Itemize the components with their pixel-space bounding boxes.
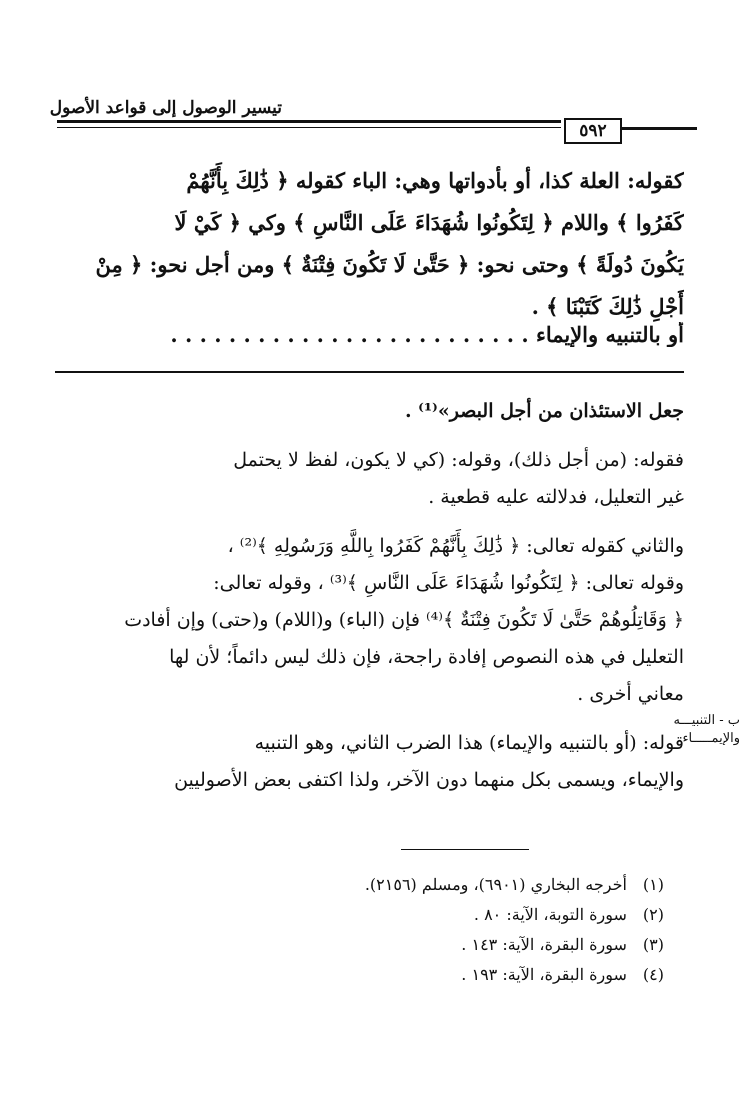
text-line: قوله: (أو بالتنبيه والإيماء) هذا الضرب الثاني، وهو التنبيه: [254, 732, 684, 754]
matn-line: يَكُونَ دُولَةً ﴾ وحتى نحو: ﴿ حَتَّىٰ لَا تَكُونَ فِتْنَةٌ ﴾ ومن أجل نحو: ﴿ مِنْ: [95, 252, 684, 277]
text-line: غير التعليل، فدلالته عليه قطعية .: [428, 486, 684, 508]
text-line: والثاني كقوله تعالى: ﴿ ذَٰلِكَ بِأَنَّهُمْ كَفَرُوا بِاللَّهِ وَرَسُولِهِ ﴾⁽²⁾ ،: [227, 535, 684, 557]
footnote-number: (٢): [642, 905, 664, 924]
text-line: وقوله تعالى: ﴿ لِتَكُونُوا شُهَدَاءَ عَلَى النَّاسِ ﴾⁽³⁾ ، وقوله تعالى:: [213, 572, 684, 594]
commentary-text: [55, 393, 684, 811]
footnotes: [365, 870, 664, 990]
text-line: والإيماء، ويسمى بكل منهما دون الآخر، ولذا اكتفى بعض الأصوليين: [174, 769, 684, 791]
paragraph: [55, 528, 684, 713]
margin-heading-line: ب - التنبيـــه: [673, 713, 740, 728]
matn-next-heading: أو بالتنبيه والإيماء . . . . . . . . . . . . . . . . . . . . . . . . .: [170, 322, 684, 347]
margin-heading: [640, 712, 740, 748]
matn-line: كقوله: العلة كذا، أو بأدواتها وهي: الباء كقوله ﴿ ذَٰلِكَ بِأَنَّهُمْ: [186, 168, 684, 193]
header-rule-left: [622, 127, 697, 130]
paragraph: [55, 393, 684, 430]
header-rule-thin: [57, 127, 561, 128]
footnote: [365, 900, 664, 930]
footnote-text: سورة البقرة، الآية: ١٩٣ .: [461, 965, 627, 984]
footnote-text: أخرجه البخاري (٦٩٠١)، ومسلم (٢١٥٦).: [364, 875, 627, 894]
matn-line: كَفَرُوا ﴾ واللام ﴿ لِتَكُونُوا شُهَدَاءَ عَلَى النَّاسِ ﴾ وكي ﴿ كَيْ لَا: [174, 210, 684, 235]
text-line: معاني أخرى .: [577, 683, 684, 705]
page-number: ٥٩٢: [564, 118, 622, 144]
margin-heading-line: والإيمـــــاء: [682, 731, 740, 746]
text-line: جعل الاستئذان من أجل البصر»⁽¹⁾ .: [404, 400, 684, 422]
footnote-text: سورة البقرة، الآية: ١٤٣ .: [461, 935, 627, 954]
footnote-separator: [401, 849, 529, 850]
footnote: [365, 870, 664, 900]
footnote-number: (١): [642, 875, 664, 894]
header-rule: [57, 120, 561, 123]
matn-line: أَجْلِ ذَٰلِكَ كَتَبْنَا ﴾ .: [531, 294, 684, 319]
paragraph: [55, 442, 684, 516]
text-line: ﴿ وَقَاتِلُوهُمْ حَتَّىٰ لَا تَكُونَ فِتْنَةٌ ﴾⁽⁴⁾ فإن (الباء) و(اللام) و(حتى) وإن أفادت: [124, 609, 684, 631]
footnote: [365, 930, 664, 960]
footnote-text: سورة التوبة، الآية: ٨٠ .: [473, 905, 627, 924]
footnote-number: (٣): [642, 935, 664, 954]
matn-text: [55, 160, 684, 328]
matn-separator: [55, 371, 684, 373]
footnote-number: (٤): [642, 965, 664, 984]
running-header-title: تيسير الوصول إلى قواعد الأصول: [49, 98, 282, 118]
text-line: فقوله: (من أجل ذلك)، وقوله: (كي لا يكون، لفظ لا يحتمل: [233, 449, 684, 471]
paragraph: [55, 725, 684, 799]
footnote: [365, 960, 664, 990]
text-line: التعليل في هذه النصوص إفادة راجحة، فإن ذلك ليس دائماً؛ لأن لها: [169, 646, 684, 668]
